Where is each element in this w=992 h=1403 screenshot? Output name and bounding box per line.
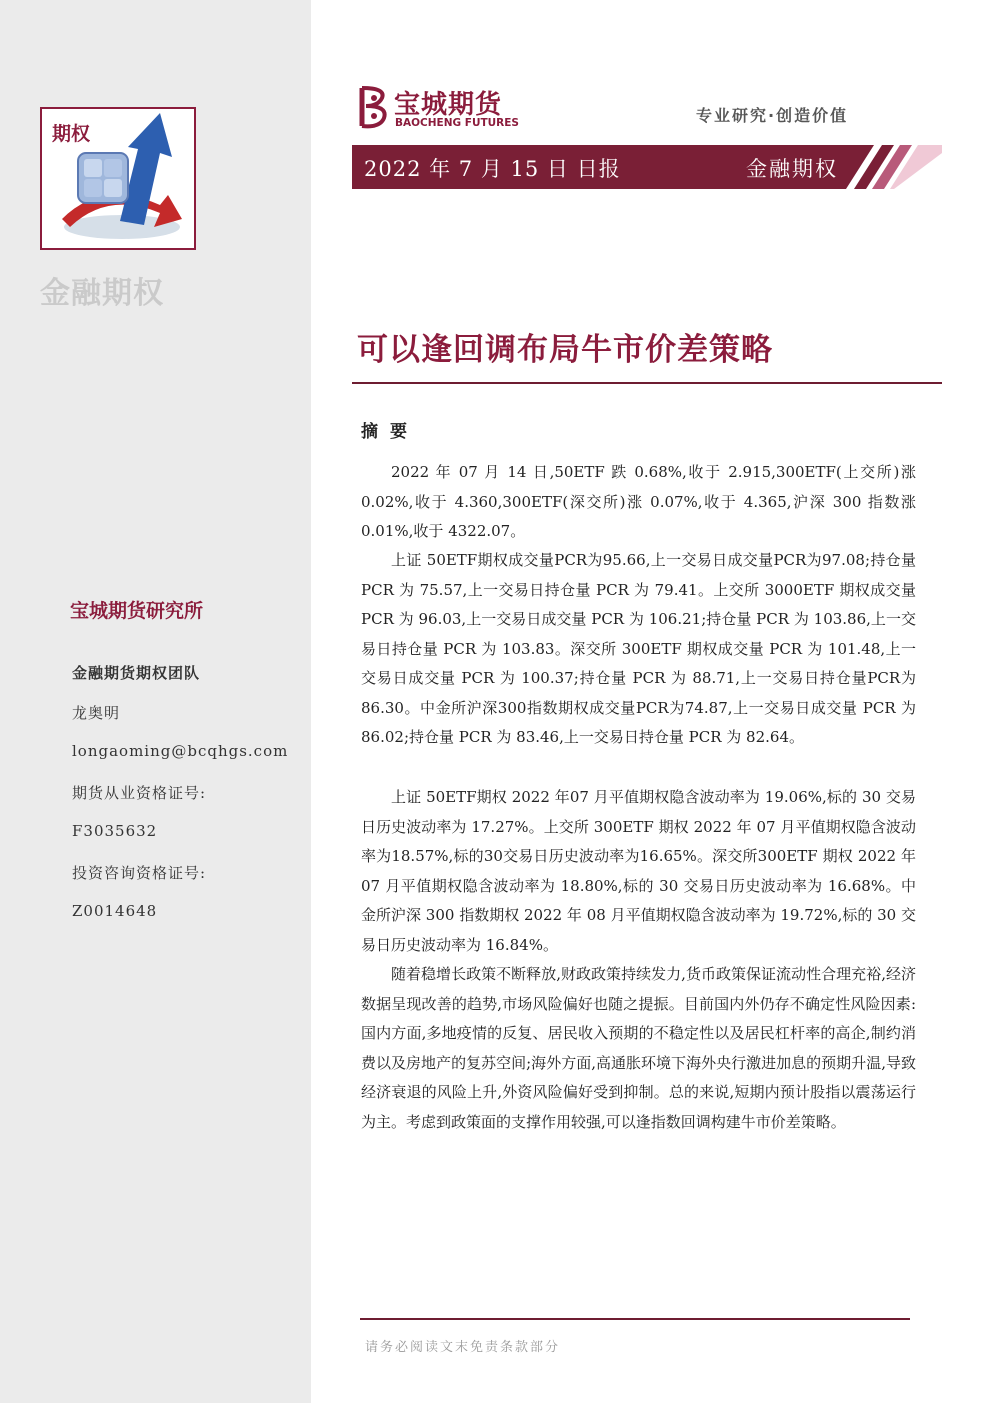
slogan: 专业研究·创造价值 <box>696 106 849 125</box>
futures-cert-label: 期货从业资格证号: <box>72 784 207 802</box>
analyst-email[interactable]: longaoming@bcqhgs.com <box>72 742 289 760</box>
abstract-heading: 摘要 <box>361 422 419 442</box>
futures-cert-number: F3035632 <box>72 822 158 840</box>
sidebar-section-title: 金融期权 <box>40 276 164 311</box>
logo-chinese-name: 宝城期货 <box>394 90 503 120</box>
footer-divider <box>360 1318 910 1320</box>
analyst-name: 龙奥明 <box>72 704 121 722</box>
paragraph-outlook: 随着稳增长政策不断释放,财政政策持续发力,货币政策保证流动性合理充裕,经济数据呈现改善的趋势,市场风险偏好也随之提振。目前国内外仍存不确定性风险因素:国内方面,多地疫情的反复、居民收入预期的不稳定性以及居民杠杆率的高企,制约消费以及房地产的复苏空间;海外方面,高通胀环境下海外央行激进加息的预期升温,导致经济衰退的风险上升,外资风险偏好受到抑制。总的来说,短期内预计股指以震荡运行为主。考虑到政策面的支撑作用较强,可以逢指数回调构建牛市价差策略。 <box>361 965 916 1131</box>
date-banner <box>352 145 942 189</box>
consult-cert-number: Z0014648 <box>72 902 158 920</box>
logo-english-name: BAOCHENG FUTURES <box>395 117 519 129</box>
team-name: 金融期货期权团队 <box>72 664 201 682</box>
left-sidebar <box>0 0 311 1403</box>
paragraph-volatility: 上证 50ETF期权 2022 年07 月平值期权隐含波动率为 19.06%,标的 30 交易日历史波动率为 17.27%。上交所 300ETF 期权 2022 年 07 月平值期权隐含波动率为18.57%,标的30交易日历史波动率为16.65%。深交所300ETF 期权 2022 年 07 月平值期权隐含波动率为 18.80%,标的 30 交易日历史波动率为 16.68%。中金所沪深 300 指数期权 2022 年 08 月平值期权隐含波动率为 19.72%,标的 30 交易日历史波动率为 16.84%。 <box>361 788 916 954</box>
consult-cert-label: 投资咨询资格证号: <box>72 864 207 882</box>
logo-b-icon <box>356 84 390 130</box>
report-category: 金融期权 <box>746 157 838 181</box>
disclaimer-note: 请务必阅读文末免责条款部分 <box>365 1340 561 1355</box>
paragraph-market-close: 2022 年 07 月 14 日,50ETF 跌 0.68%,收于 2.915,300ETF(上交所)涨 0.02%,收于 4.360,300ETF(深交所)涨 0.07%,收于 4.365,沪深 300 指数涨 0.01%,收于 4322.07。 <box>361 463 916 540</box>
report-date: 2022 年 7 月 15 日 日报 <box>364 157 621 181</box>
cover-tag: 期权 <box>52 123 91 145</box>
cover-image <box>40 107 196 250</box>
institute-name: 宝城期货研究所 <box>70 600 204 622</box>
paragraph-pcr: 上证 50ETF期权成交量PCR为95.66,上一交易日成交量PCR为97.08;持仓量 PCR 为 75.57,上一交易日持仓量 PCR 为 79.41。上交所 3000ETF 期权成交量 PCR 为 96.03,上一交易日成交量 PCR 为 106.21;持仓量 PCR 为 103.86,上一交易日持仓量 PCR 为 103.83。深交所 300ETF 期权成交量 PCR 为 101.48,上一交易日成交量 PCR 为 100.37;持仓量 PCR 为 88.71,上一交易日持仓量PCR为86.30。中金所沪深300指数期权成交量PCR为74.87,上一交易日成交量 PCR 为 86.02;持仓量 PCR 为 83.46,上一交易日持仓量 PCR 为 82.64。 <box>361 551 916 746</box>
title-divider <box>352 382 942 384</box>
company-logo <box>356 84 526 132</box>
report-title: 可以逢回调布局牛市价差策略 <box>357 332 773 368</box>
